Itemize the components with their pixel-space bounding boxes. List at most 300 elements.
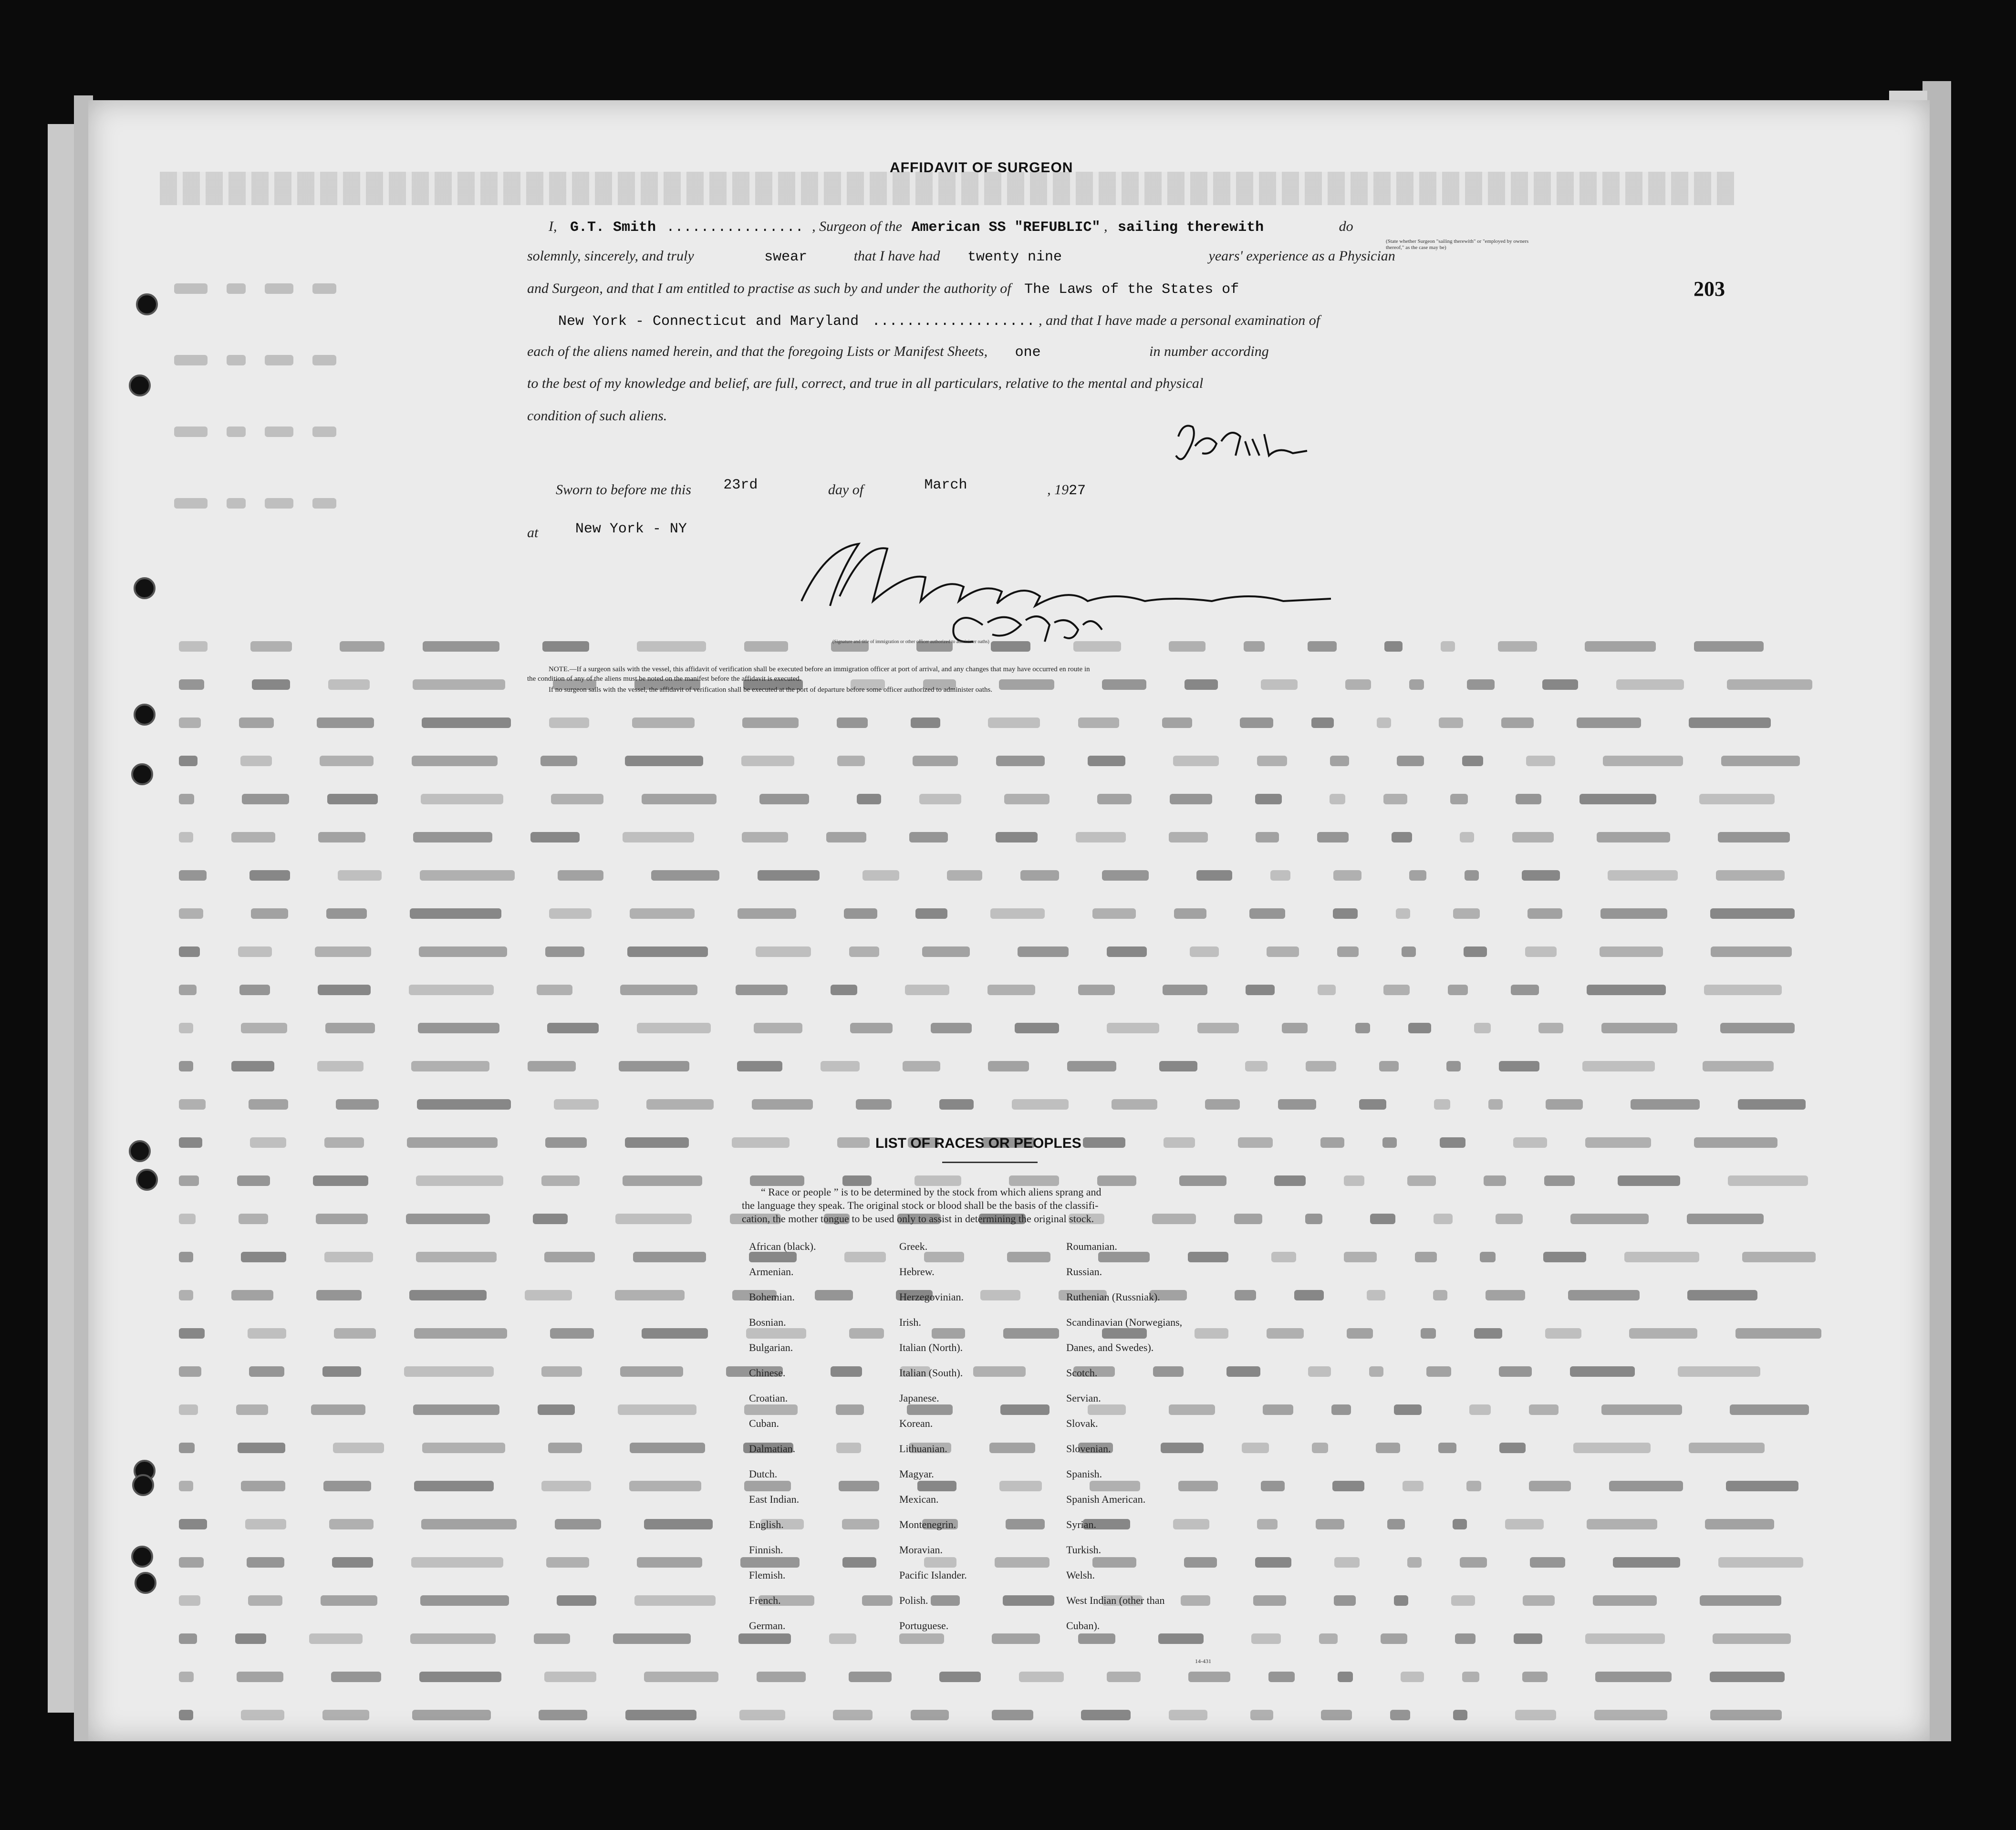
bleed-through-mark xyxy=(1067,1061,1116,1071)
bleed-through-mark xyxy=(1097,794,1132,804)
bleed-through-mark xyxy=(1446,1061,1461,1071)
bleed-through-mark xyxy=(321,1595,377,1606)
race-item: Spanish. xyxy=(1066,1468,1102,1480)
bleed-through-mark xyxy=(1402,946,1416,957)
bleed-through-mark xyxy=(331,1672,381,1682)
bleed-through-mark xyxy=(1703,1061,1774,1071)
race-item: Italian (North). xyxy=(899,1341,963,1353)
line1-prefix: I, xyxy=(549,218,557,234)
bleed-through-mark xyxy=(744,641,788,652)
bleed-through-mark xyxy=(947,870,982,881)
bleed-through-mark xyxy=(1727,679,1812,690)
bleed-through-mark xyxy=(1453,908,1480,919)
bleed-through-mark xyxy=(1474,1023,1491,1033)
bleed-through-mark xyxy=(1015,1023,1059,1033)
bleed-through-mark xyxy=(334,1328,376,1339)
bleed-through-mark xyxy=(265,355,293,365)
bleed-through-mark xyxy=(1344,1175,1364,1186)
line3-text: and Surgeon, and that I am entitled to practise as such by and under the authority of xyxy=(527,281,1011,296)
race-item: Bosnian. xyxy=(749,1316,786,1328)
binder-hole xyxy=(131,763,153,785)
bleed-through-mark xyxy=(1078,717,1119,728)
bleed-through-mark xyxy=(1333,908,1358,919)
bleed-through-mark xyxy=(1516,794,1541,804)
bleed-through-mark xyxy=(1179,1175,1226,1186)
bleed-through-mark xyxy=(227,355,246,365)
sworn-line xyxy=(556,477,1086,499)
bleed-through-mark xyxy=(644,1519,713,1529)
bleed-through-mark xyxy=(325,1023,375,1033)
bleed-through-mark xyxy=(1205,1099,1240,1110)
bleed-through-mark xyxy=(1330,794,1345,804)
bleed-through-mark xyxy=(1728,1175,1808,1186)
bleed-through-mark xyxy=(1097,1175,1136,1186)
bleed-through-mark xyxy=(241,1710,284,1720)
bleed-through-mark xyxy=(1720,1023,1795,1033)
bleed-through-mark xyxy=(413,832,492,842)
bleed-through-mark xyxy=(625,756,703,766)
bleed-through-mark xyxy=(1253,1595,1286,1606)
bleed-through-mark xyxy=(537,985,572,995)
signature-caption: (Signature and title of immigration or other officer authorized to administer oaths) xyxy=(832,639,989,645)
binder-hole xyxy=(131,1546,153,1568)
bleed-through-mark xyxy=(1488,1099,1503,1110)
bleed-through-mark xyxy=(999,679,1054,690)
bleed-through-mark xyxy=(1278,1099,1316,1110)
bleed-through-mark xyxy=(174,498,208,509)
bleed-through-mark xyxy=(227,426,246,437)
bleed-through-mark xyxy=(179,641,208,652)
bleed-through-mark xyxy=(420,1595,509,1606)
bleed-through-mark xyxy=(1426,1366,1451,1377)
bleed-through-mark xyxy=(249,870,290,881)
bleed-through-mark xyxy=(1542,679,1578,690)
sworn-place: New York - NY xyxy=(575,521,687,537)
bleed-through-mark xyxy=(1316,1519,1344,1529)
bleed-through-mark xyxy=(419,1672,501,1682)
bleed-through-mark xyxy=(315,946,371,957)
sheet-count: one xyxy=(1015,344,1041,361)
bleed-through-mark xyxy=(179,1328,205,1339)
bleed-through-mark xyxy=(857,794,881,804)
race-item: Turkish. xyxy=(1066,1544,1102,1556)
race-item: African (black). xyxy=(749,1240,816,1252)
bleed-through-mark xyxy=(1546,1099,1583,1110)
bleed-through-mark xyxy=(826,832,866,842)
bleed-through-mark xyxy=(249,1366,284,1377)
bleed-through-mark xyxy=(312,426,336,437)
bleed-through-mark xyxy=(1407,1557,1422,1568)
race-item: Cuban. xyxy=(749,1417,779,1429)
bleed-through-mark xyxy=(990,908,1045,919)
bleed-through-mark xyxy=(931,1023,972,1033)
bleed-through-mark xyxy=(1700,1595,1781,1606)
bleed-through-mark xyxy=(179,1595,200,1606)
bleed-through-mark xyxy=(538,1404,575,1415)
line5-text: each of the aliens named herein, and that the foregoing Lists or Manifest Sheets, xyxy=(527,343,988,359)
bleed-through-mark xyxy=(1185,679,1218,690)
bleed-through-mark xyxy=(407,1137,498,1148)
bleed-through-mark xyxy=(332,1557,373,1568)
bleed-through-mark xyxy=(1355,1023,1370,1033)
bleed-through-mark xyxy=(1585,641,1656,652)
bleed-through-mark xyxy=(1250,1710,1273,1720)
bleed-through-mark xyxy=(1394,1595,1408,1606)
bleed-through-mark xyxy=(174,426,208,437)
bleed-through-mark xyxy=(241,1023,287,1033)
bleed-through-mark xyxy=(557,1595,596,1606)
bleed-through-mark xyxy=(1738,1099,1806,1110)
bleed-through-mark xyxy=(922,946,970,957)
race-item: Scotch. xyxy=(1066,1367,1098,1379)
bleed-through-mark xyxy=(1344,1252,1377,1262)
line1-do: do xyxy=(1339,218,1353,234)
bleed-through-mark xyxy=(1319,1633,1338,1644)
bleed-through-mark xyxy=(179,794,194,804)
bleed-through-mark xyxy=(179,1023,193,1033)
bleed-through-mark xyxy=(1593,1595,1657,1606)
bleed-through-mark xyxy=(1694,1137,1777,1148)
bleed-through-mark xyxy=(241,1481,285,1491)
bleed-through-mark xyxy=(821,1061,860,1071)
bleed-through-mark xyxy=(1311,717,1334,728)
bleed-through-mark xyxy=(265,283,293,294)
bleed-through-mark xyxy=(1522,1672,1548,1682)
bleed-through-mark xyxy=(1465,870,1479,881)
race-item: Bulgarian. xyxy=(749,1341,793,1353)
bleed-through-mark xyxy=(988,717,1040,728)
bleed-through-mark xyxy=(231,1061,274,1071)
bleed-through-mark xyxy=(1603,756,1683,766)
bleed-through-mark xyxy=(316,1214,368,1224)
bleed-through-mark xyxy=(423,641,499,652)
bleed-through-mark xyxy=(850,1023,893,1033)
bleed-through-mark xyxy=(1718,832,1790,842)
bleed-through-mark xyxy=(856,1099,892,1110)
years-experience: twenty nine xyxy=(967,249,1062,265)
bleed-through-mark xyxy=(939,1099,974,1110)
bleed-through-mark xyxy=(544,1672,596,1682)
race-item: Bohemian. xyxy=(749,1291,795,1303)
bleed-through-row xyxy=(179,868,1825,883)
race-item: Portuguese. xyxy=(899,1620,949,1632)
bleed-through-mark xyxy=(1597,832,1670,842)
bleed-through-mark xyxy=(1102,870,1149,881)
bleed-through-mark xyxy=(1522,870,1560,881)
binder-hole xyxy=(136,1169,158,1191)
bleed-through-mark xyxy=(421,794,503,804)
bleed-through-mark xyxy=(239,1214,268,1224)
bleed-through-mark xyxy=(738,908,796,919)
races-intro-line-2: the language they speak. The original stock or blood shall be the basis of the classifi- xyxy=(742,1199,1099,1211)
race-item: Korean. xyxy=(899,1417,933,1429)
bleed-through-mark xyxy=(627,946,708,957)
races-column-3 xyxy=(1066,1240,1247,1717)
bleed-through-mark xyxy=(410,1633,496,1644)
bleed-through-mark xyxy=(548,1443,582,1453)
bleed-through-mark xyxy=(1294,1290,1324,1300)
bleed-through-row xyxy=(174,281,460,296)
bleed-through-mark xyxy=(1338,1672,1353,1682)
race-item: Finnish. xyxy=(749,1544,783,1556)
bleed-through-mark xyxy=(320,756,374,766)
bleed-through-mark xyxy=(1334,1595,1356,1606)
race-item: Hebrew. xyxy=(899,1266,935,1278)
bleed-through-mark xyxy=(1261,679,1298,690)
bleed-through-mark xyxy=(1359,1099,1386,1110)
bleed-through-mark xyxy=(245,1519,286,1529)
bleed-through-mark xyxy=(1711,946,1792,957)
bleed-through-mark xyxy=(1730,1404,1809,1415)
bleed-through-mark xyxy=(1453,1710,1467,1720)
page-stack-edge-left xyxy=(48,124,76,1713)
bleed-through-mark xyxy=(1392,832,1412,842)
race-item: Ruthenian (Russniak). xyxy=(1066,1291,1160,1303)
bleed-through-mark xyxy=(312,498,336,509)
bleed-through-mark xyxy=(831,985,857,995)
bleed-through-mark xyxy=(179,1175,199,1186)
bleed-through-mark xyxy=(1469,1404,1491,1415)
bleed-through-mark xyxy=(179,832,193,842)
bleed-through-mark xyxy=(238,946,272,957)
bleed-through-mark xyxy=(1538,1023,1563,1033)
races-intro-line-1: “ Race or people ” is to be determined by the stock from which aliens sprang and xyxy=(761,1186,1102,1198)
bleed-through-mark xyxy=(903,1061,940,1071)
bleed-through-mark xyxy=(1601,1404,1682,1415)
manifest-page xyxy=(88,100,1930,1741)
bleed-through-mark xyxy=(1009,1175,1059,1186)
bleed-through-mark xyxy=(615,1214,692,1224)
bleed-through-mark xyxy=(630,908,695,919)
bleed-through-mark xyxy=(318,985,371,995)
bleed-through-mark xyxy=(238,1443,285,1453)
bleed-through-mark xyxy=(1726,1481,1798,1491)
bleed-through-mark xyxy=(630,1443,705,1453)
bleed-through-mark xyxy=(528,1061,576,1071)
bleed-through-mark xyxy=(1523,1595,1555,1606)
bleed-through-mark xyxy=(421,1519,517,1529)
race-item: Polish. xyxy=(899,1594,928,1606)
bleed-through-mark xyxy=(1580,794,1656,804)
bleed-through-mark xyxy=(637,1023,711,1033)
bleed-through-mark xyxy=(416,1252,497,1262)
bleed-through-mark xyxy=(1170,794,1212,804)
bleed-through-mark xyxy=(756,946,811,957)
bleed-through-mark xyxy=(1396,908,1410,919)
bleed-through-mark xyxy=(909,832,948,842)
binder-hole xyxy=(135,1572,156,1594)
race-item: Italian (South). xyxy=(899,1367,963,1379)
races-title: LIST OF RACES OR PEOPLES xyxy=(875,1135,1081,1151)
bleed-through-mark xyxy=(179,1366,201,1377)
bleed-through-mark xyxy=(1716,870,1785,881)
bleed-through-mark xyxy=(1409,679,1424,690)
bleed-through-mark xyxy=(1196,870,1232,881)
bleed-through-mark xyxy=(1705,1519,1774,1529)
bleed-through-mark xyxy=(1480,1252,1496,1262)
bleed-through-mark xyxy=(613,1633,691,1644)
bleed-through-mark xyxy=(324,1137,364,1148)
bleed-through-mark xyxy=(338,870,382,881)
sworn-year: 27 xyxy=(1069,483,1086,499)
bleed-through-mark xyxy=(411,1557,503,1568)
bleed-through-row xyxy=(179,716,1825,730)
bleed-through-mark xyxy=(1164,1137,1195,1148)
race-item: Magyar. xyxy=(899,1468,934,1480)
bleed-through-mark xyxy=(1570,1366,1635,1377)
bleed-through-mark xyxy=(179,1290,193,1300)
bleed-through-mark xyxy=(327,794,378,804)
bleed-through-mark xyxy=(318,832,365,842)
bleed-through-mark xyxy=(558,870,603,881)
bleed-through-mark xyxy=(412,1710,491,1720)
form-code: 14-431 xyxy=(1195,1658,1211,1664)
bleed-through-mark xyxy=(1088,756,1125,766)
bleed-through-mark xyxy=(231,1290,273,1300)
bleed-through-mark xyxy=(1433,1290,1447,1300)
bleed-through-mark xyxy=(549,908,592,919)
bleed-through-mark xyxy=(742,832,788,842)
bleed-through-mark xyxy=(619,1061,689,1071)
bleed-through-mark xyxy=(1245,1061,1268,1071)
bleed-through-mark xyxy=(750,1175,804,1186)
bleed-through-mark xyxy=(1718,1557,1803,1568)
line2-mid: that I have had xyxy=(853,248,940,264)
bleed-through-mark xyxy=(1514,1633,1542,1644)
bleed-through-mark xyxy=(863,870,899,881)
bleed-through-mark xyxy=(1577,717,1641,728)
bleed-through-mark xyxy=(1464,946,1487,957)
bleed-through-mark xyxy=(333,1443,384,1453)
surgeon-name: G.T. Smith xyxy=(570,219,656,236)
race-item: Flemish. xyxy=(749,1569,786,1581)
bleed-through-mark xyxy=(625,1710,696,1720)
bleed-through-mark xyxy=(1107,1023,1159,1033)
bleed-through-mark xyxy=(541,1366,582,1377)
bleed-through-mark xyxy=(239,985,270,995)
bleed-through-mark xyxy=(1474,1328,1502,1339)
bleed-through-mark xyxy=(1257,1519,1278,1529)
races-intro-line-3: cation, the mother tongue to be used only to assist in determining the original stock. xyxy=(742,1213,1094,1225)
bleed-through-mark xyxy=(1462,1672,1479,1682)
bleed-through-mark xyxy=(1460,832,1474,842)
bleed-through-mark xyxy=(550,1328,594,1339)
bleed-through-mark xyxy=(1609,1481,1683,1491)
bleed-through-mark xyxy=(1333,870,1361,881)
bleed-through-mark xyxy=(1173,756,1219,766)
bleed-through-mark xyxy=(179,1252,193,1262)
bleed-through-mark xyxy=(1721,756,1800,766)
bleed-through-mark xyxy=(309,1633,363,1644)
bleed-through-mark xyxy=(545,1137,587,1148)
bleed-through-mark xyxy=(416,1175,503,1186)
bleed-through-mark xyxy=(1448,985,1468,995)
race-item: German. xyxy=(749,1620,786,1632)
bleed-through-mark xyxy=(179,1481,193,1491)
bleed-through-mark xyxy=(541,1175,580,1186)
bleed-through-mark xyxy=(1238,1137,1273,1148)
bleed-through-mark xyxy=(1618,1175,1680,1186)
bleed-through-mark xyxy=(1451,1595,1475,1606)
line4-dots: ................... xyxy=(872,313,1035,330)
bleed-through-mark xyxy=(1370,1214,1395,1224)
races-column-2 xyxy=(899,1240,1052,1717)
bleed-through-mark xyxy=(1331,1404,1351,1415)
bleed-through-mark xyxy=(1383,985,1410,995)
bleed-through-mark xyxy=(1499,1366,1532,1377)
bleed-through-row xyxy=(179,906,1825,921)
bleed-through-mark xyxy=(247,1557,284,1568)
bleed-through-mark xyxy=(741,756,794,766)
sailing-status: sailing therewith xyxy=(1118,219,1264,236)
bleed-through-mark xyxy=(1466,1481,1481,1491)
bleed-through-mark xyxy=(629,1481,701,1491)
bleed-through-mark xyxy=(1713,1633,1791,1644)
race-item: Cuban). xyxy=(1066,1620,1100,1632)
bleed-through-mark xyxy=(242,794,289,804)
bleed-through-mark xyxy=(179,1137,202,1148)
bleed-through-mark xyxy=(1317,832,1349,842)
authority: The Laws of the States of xyxy=(1024,281,1239,298)
race-item: Mexican. xyxy=(899,1493,939,1505)
bleed-through-mark xyxy=(1255,794,1282,804)
race-item: Croatian. xyxy=(749,1392,788,1404)
bleed-through-mark xyxy=(404,1366,494,1377)
bleed-through-mark xyxy=(409,1290,487,1300)
bleed-through-mark xyxy=(412,756,498,766)
affidavit-line-3 xyxy=(527,281,1239,298)
bleed-through-mark xyxy=(265,498,293,509)
bleed-through-mark xyxy=(1083,1137,1125,1148)
bleed-through-mark xyxy=(1455,1633,1476,1644)
bleed-through-mark xyxy=(1159,1061,1197,1071)
bleed-through-mark xyxy=(1282,1023,1308,1033)
bleed-through-mark xyxy=(623,832,694,842)
race-item: Slovak. xyxy=(1066,1417,1098,1429)
bleed-through-mark xyxy=(179,1443,195,1453)
bleed-through-mark xyxy=(1568,1290,1640,1300)
bleed-through-mark xyxy=(422,717,511,728)
bleed-through-mark xyxy=(1381,1633,1407,1644)
bleed-through-row xyxy=(179,1097,1825,1112)
bleed-through-mark xyxy=(1501,717,1534,728)
bleed-through-mark xyxy=(644,1672,718,1682)
bleed-through-mark xyxy=(1525,946,1557,957)
bleed-through-mark xyxy=(1408,1023,1431,1033)
bleed-through-row xyxy=(174,496,460,510)
races-intro xyxy=(742,1185,1267,1226)
bleed-through-mark xyxy=(849,946,879,957)
bleed-through-mark xyxy=(1735,1328,1821,1339)
bleed-through-row xyxy=(179,830,1825,844)
bleed-through-mark xyxy=(1369,1366,1383,1377)
bleed-through-mark xyxy=(533,1214,568,1224)
bleed-through-mark xyxy=(1694,641,1764,652)
bleed-through-mark xyxy=(620,1366,683,1377)
race-item: East Indian. xyxy=(749,1493,800,1505)
bleed-through-mark xyxy=(754,1023,802,1033)
affidavit-line-4 xyxy=(558,312,1320,330)
races-column-1 xyxy=(749,1240,902,1717)
bleed-through-row xyxy=(179,945,1825,959)
bleed-through-mark xyxy=(179,1557,204,1568)
bleed-through-mark xyxy=(625,1137,689,1148)
bleed-through-mark xyxy=(422,1443,505,1453)
bleed-through-mark xyxy=(179,1710,193,1720)
bleed-through-mark xyxy=(317,1061,364,1071)
bleed-through-mark xyxy=(530,832,580,842)
bleed-through-mark xyxy=(1163,985,1207,995)
